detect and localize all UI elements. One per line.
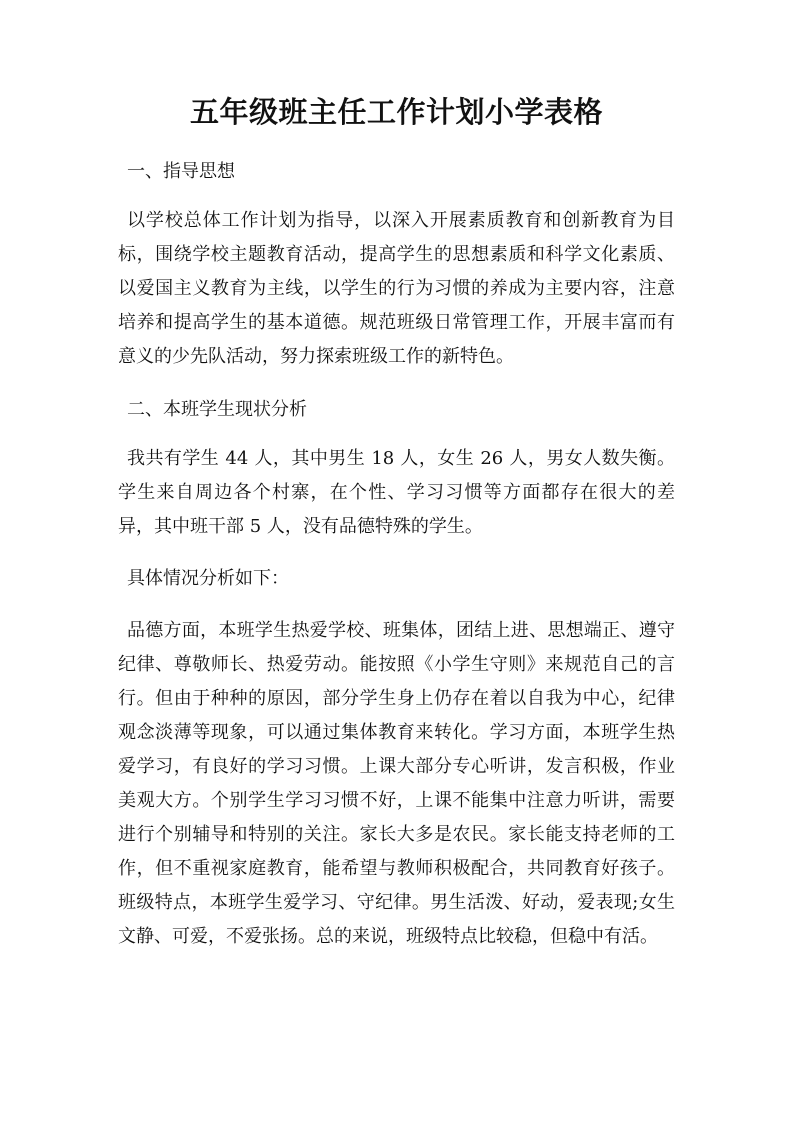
section-heading-guiding-thought: 一、指导思想 xyxy=(127,161,235,182)
paragraph-detailed-analysis: 品德方面，本班学生热爱学校、班集体，团结上进、思想端正、遵守纪律、尊敬师长、热爱劳动。能按照《小学生守则》来规范自己的言行。但由于种种的原因，部分学生身上仍存在着以自我为中心，纪律观念淡薄等现象，可以通过集体教育来转化。学习方面，本班学生热爱学习，有良好的学习习惯。上课大部分专心听讲，发言积极，作业美观大方。个别学生学习习惯不好，上课不能集中注意力听讲，需要进行个别辅导和特别的关注。家长大多是农民。家长能支持老师的工作，但不重视家庭教育，能希望与教师积极配合，共同教育好孩子。班级特点，本班学生爱学习、守纪律。男生活泼、好动，爱表现;女生文静、可爱，不爱张扬。总的来说，班级特点比较稳，但稳中有活。 xyxy=(118,620,675,947)
paragraph-guiding-thought: 以学校总体工作计划为指导，以深入开展素质教育和创新教育为目标，围绕学校主题教育活动，提高学生的思想素质和科学文化素质、以爱国主义教育为主线，以学生的行为习惯的养成为主要内容，注意培养和提高学生的基本道德。规范班级日常管理工作，开展丰富而有意义的少先队活动，努力探索班级工作的新特色。 xyxy=(118,210,675,367)
paragraph-class-composition: 我共有学生 44 人，其中男生 18 人，女生 26 人，男女人数失衡。学生来自周边各个村寨，在个性、学习习惯等方面都存在很大的差异，其中班干部 5 人，没有品德特殊的学生。 xyxy=(118,448,675,537)
section-heading-class-status: 二、本班学生现状分析 xyxy=(127,399,307,420)
page-title: 五年级班主任工作计划小学表格 xyxy=(189,95,603,129)
paragraph-analysis-intro: 具体情况分析如下： xyxy=(127,568,289,589)
